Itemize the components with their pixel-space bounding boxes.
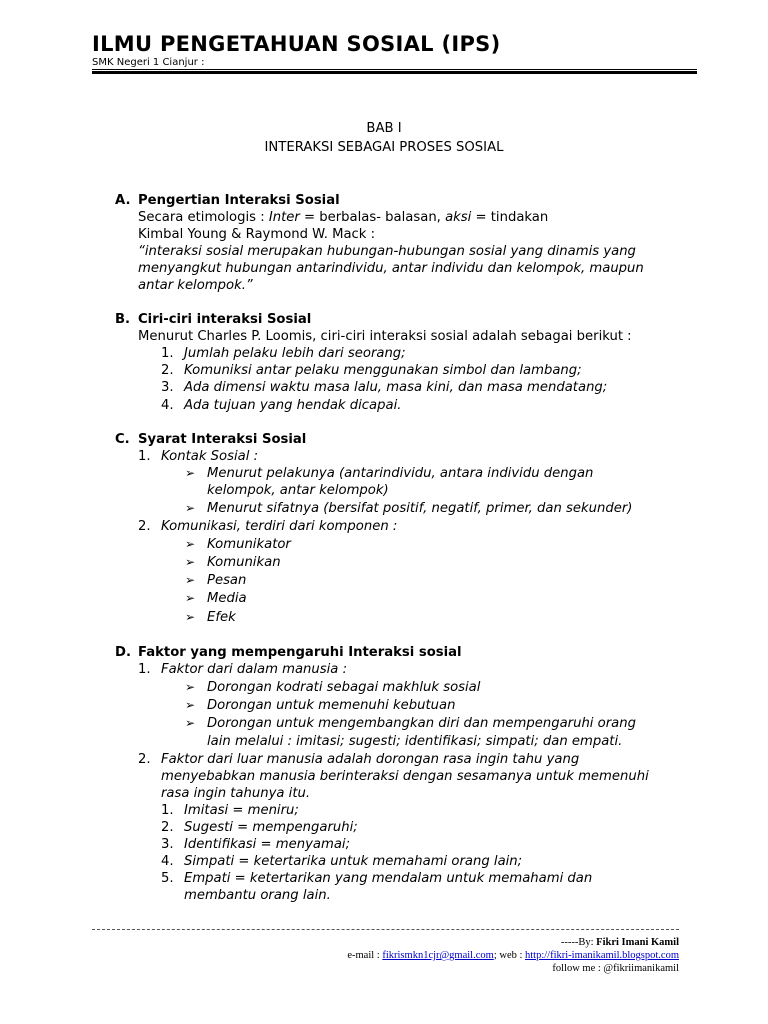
bullet-item: Dorongan untuk memenuhi kebutuan xyxy=(207,698,456,713)
footer-author: -----By: Fikri Imani Kamil xyxy=(560,937,679,948)
chapter-title: INTERAKSI SEBAGAI PROSES SOSIAL xyxy=(264,140,504,155)
loomis-intro: Menurut Charles P. Loomis, ciri-ciri interaksi sosial adalah sebagai berikut : xyxy=(138,329,632,344)
list-item: Identifikasi = menyamai; xyxy=(184,837,351,852)
blog-link[interactable]: http://fikri-imanikamil.blogspot.com xyxy=(525,950,679,961)
section-c-marker: C. xyxy=(115,432,130,447)
list-item: Faktor dari dalam manusia : xyxy=(161,662,348,677)
list-item: Sugesti = mempengaruhi; xyxy=(184,820,358,835)
bullet-item: Komunikan xyxy=(207,555,281,570)
arrow-bullet-icon: ➢ xyxy=(185,466,196,480)
list-number: 1. xyxy=(138,662,151,677)
bullet-item: Menurut pelakunya (antarindividu, antara individu dengan xyxy=(207,466,594,481)
bullet-item: Media xyxy=(207,591,247,606)
arrow-bullet-icon: ➢ xyxy=(185,716,196,730)
list-number: 1. xyxy=(161,346,174,361)
bullet-item: Dorongan untuk mengembangkan diri dan mempengaruhi orang xyxy=(207,716,636,731)
email-link[interactable]: fikrismkn1cjr@gmail.com xyxy=(382,950,494,961)
list-number: 2. xyxy=(161,820,174,835)
arrow-bullet-icon: ➢ xyxy=(185,591,196,605)
list-item: menyebabkan manusia berinteraksi dengan sesamanya untuk memenuhi xyxy=(161,769,649,784)
list-number: 3. xyxy=(161,837,174,852)
chapter-number: BAB I xyxy=(366,121,402,136)
etymology-line: Secara etimologis : Inter = berbalas- balasan, aksi = tindakan xyxy=(138,210,549,225)
section-b-marker: B. xyxy=(115,312,131,327)
school-name: SMK Negeri 1 Cianjur : xyxy=(92,57,205,68)
list-item: Jumlah pelaku lebih dari seorang; xyxy=(184,346,406,361)
list-number: 4. xyxy=(161,854,174,869)
quote-line: menyangkut hubungan antarindividu, antar individu dan kelompok, maupun xyxy=(138,261,644,276)
arrow-bullet-icon: ➢ xyxy=(185,501,196,515)
section-d-marker: D. xyxy=(115,645,131,660)
list-number: 2. xyxy=(138,519,151,534)
arrow-bullet-icon: ➢ xyxy=(185,680,196,694)
list-item: Empati = ketertarikan yang mendalam untuk memahami dan xyxy=(184,871,593,886)
authors-line: Kimbal Young & Raymond W. Mack : xyxy=(138,227,376,242)
section-a-marker: A. xyxy=(115,193,131,208)
list-item: Faktor dari luar manusia adalah dorongan rasa ingin tahu yang xyxy=(161,752,580,767)
bullet-item: Komunikator xyxy=(207,537,291,552)
document-title: ILMU PENGETAHUAN SOSIAL (IPS) xyxy=(92,32,501,56)
footer-follow: follow me : @fikriimanikamil xyxy=(552,963,679,974)
list-item: rasa ingin tahunya itu. xyxy=(161,786,311,801)
arrow-bullet-icon: ➢ xyxy=(185,555,196,569)
list-item: Kontak Sosial : xyxy=(161,449,259,464)
list-number: 1. xyxy=(138,449,151,464)
arrow-bullet-icon: ➢ xyxy=(185,698,196,712)
arrow-bullet-icon: ➢ xyxy=(185,537,196,551)
bullet-item: kelompok, antar kelompok) xyxy=(207,483,389,498)
list-item: Ada dimensi waktu masa lalu, masa kini, dan masa mendatang; xyxy=(184,380,608,395)
bullet-item: Pesan xyxy=(207,573,247,588)
footer-contact: e-mail : fikrismkn1cjr@gmail.com; web : http://fikri-imanikamil.blogspot.com xyxy=(347,950,679,961)
list-number: 3. xyxy=(161,380,174,395)
footer-rule xyxy=(92,929,679,930)
header-rule-thin xyxy=(92,69,697,70)
section-c-heading: Syarat Interaksi Sosial xyxy=(138,432,307,447)
list-item: Simpati = ketertarika untuk memahami orang lain; xyxy=(184,854,523,869)
arrow-bullet-icon: ➢ xyxy=(185,610,196,624)
list-item: Komuniksi antar pelaku menggunakan simbol dan lambang; xyxy=(184,363,582,378)
quote-line: “interaksi sosial merupakan hubungan-hubungan sosial yang dinamis yang xyxy=(138,244,636,259)
section-a-heading: Pengertian Interaksi Sosial xyxy=(138,193,340,208)
header-rule-thick xyxy=(92,71,697,74)
bullet-item: lain melalui : imitasi; sugesti; identifikasi; simpati; dan empati. xyxy=(207,734,623,749)
list-item: Komunikasi, terdiri dari komponen : xyxy=(161,519,398,534)
arrow-bullet-icon: ➢ xyxy=(185,573,196,587)
quote-line: antar kelompok.” xyxy=(138,278,253,293)
list-item: Imitasi = meniru; xyxy=(184,803,299,818)
section-b-heading: Ciri-ciri interaksi Sosial xyxy=(138,312,312,327)
bullet-item: Dorongan kodrati sebagai makhluk sosial xyxy=(207,680,481,695)
list-item: membantu orang lain. xyxy=(184,888,331,903)
list-number: 4. xyxy=(161,398,174,413)
list-number: 5. xyxy=(161,871,174,886)
section-d-heading: Faktor yang mempengaruhi Interaksi sosial xyxy=(138,645,462,660)
list-number: 2. xyxy=(138,752,151,767)
list-number: 1. xyxy=(161,803,174,818)
list-number: 2. xyxy=(161,363,174,378)
bullet-item: Menurut sifatnya (bersifat positif, negatif, primer, dan sekunder) xyxy=(207,501,633,516)
list-item: Ada tujuan yang hendak dicapai. xyxy=(184,398,402,413)
bullet-item: Efek xyxy=(207,610,236,625)
